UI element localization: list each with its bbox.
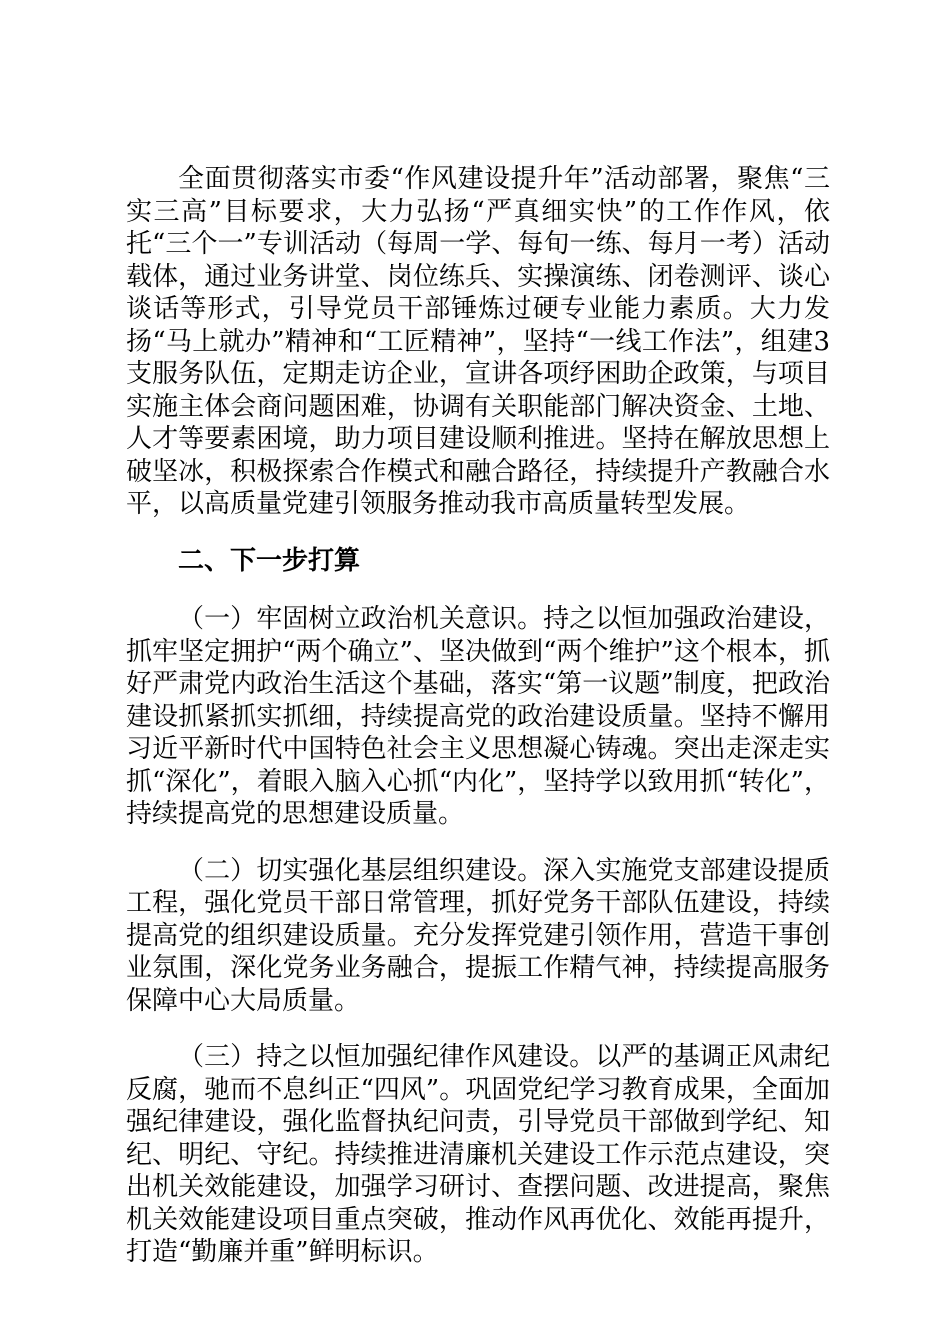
section-heading-next-plan: 二、下一步打算	[178, 545, 361, 576]
paragraph-discipline-construction: （三）持之以恒加强纪律作风建设。以严的基调正风肃纪反腐，驰而不息纠正“四风”。巩固党纪学习教育成果，全面加强纪律建设，强化监督执纪问责，引导党员干部做到学纪、知纪、明纪、守纪。持续推进清廉机关建设工作示范点建设，突出机关效能建设，加强学习研讨、查摆问题、改进提高，聚焦机关效能建设项目重点突破，推动作风再优化、效能再提升，打造“勤廉并重”鲜明标识。	[126, 1042, 830, 1267]
paragraph-organization-construction: （二）切实强化基层组织建设。深入实施党支部建设提质工程，强化党员干部日常管理，抓好党务干部队伍建设，持续提高党的组织建设质量。充分发挥党建引领作用，营造干事创业氛围，深化党务业务融合，提振工作精气神，持续提高服务保障中心大局质量。	[126, 855, 830, 1016]
paragraph-political-construction: （一）牢固树立政治机关意识。持之以恒加强政治建设，抓牢坚定拥护“两个确立”、坚决做到“两个维护”这个根本，抓好严肃党内政治生活这个基础，落实“第一议题”制度，把政治建设抓紧抓实抓细，持续提高党的政治建设质量。坚持不懈用习近平新时代中国特色社会主义思想凝心铸魂。突出走深走实抓“深化”，着眼入脑入心抓“内化”，坚持学以致用抓“转化”，持续提高党的思想建设质量。	[126, 604, 830, 829]
document-body	[126, 163, 830, 1293]
paragraph-work-style: 全面贯彻落实市委“作风建设提升年”活动部署，聚焦“三实三高”目标要求，大力弘扬“严真细实快”的工作作风，依托“三个一”专训活动（每周一学、每旬一练、每月一考）活动载体，通过业务讲堂、岗位练兵、实操演练、闭卷测评、谈心谈话等形式，引导党员干部锤炼过硬专业能力素质。大力发扬“马上就办”精神和“工匠精神”，坚持“一线工作法”，组建3支服务队伍，定期走访企业，宣讲各项纾困助企政策，与项目实施主体会商问题困难，协调有关职能部门解决资金、土地、人才等要素困境，助力项目建设顺利推进。坚持在解放思想上破坚冰，积极探索合作模式和融合路径，持续提升产教融合水平，以高质量党建引领服务推动我市高质量转型发展。	[126, 164, 830, 519]
